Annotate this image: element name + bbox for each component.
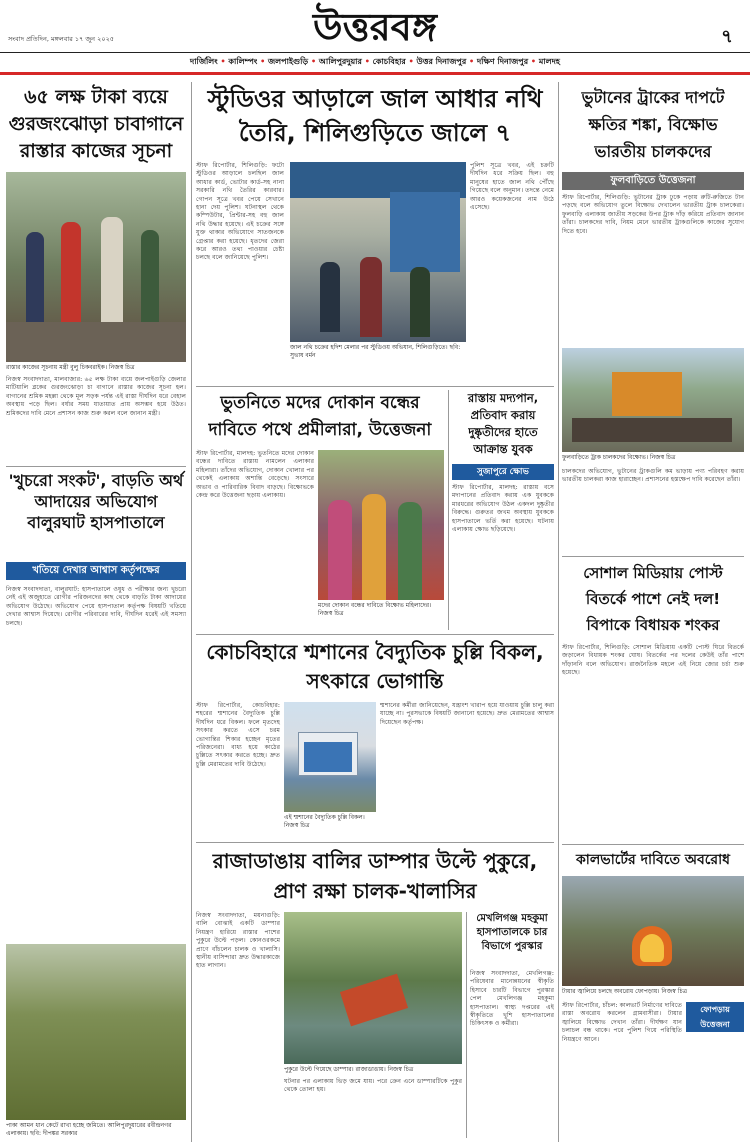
article-social-media-post: [562, 560, 744, 840]
photo-caption: পুকুরে উল্টে গিয়েছে ডাম্পার। রাজাডাঙায়। নিজস্ব চিত্র: [284, 1066, 414, 1073]
article-body: স্টাফ রিপোর্টার, চাঁচল: কালভার্ট নির্মাণের দাবিতে রাস্তা অবরোধ করলেন গ্রামবাসীরা। টায়ার জ্বালিয়ে বিক্ষোভ দেখান তাঁরা। দীর্ঘক্ষণ যান চলাচল বন্ধ থাকে। পরে পুলিশ গিয়ে পরিস্থিতি নিয়ন্ত্রণে আনে।: [562, 1002, 682, 1043]
section-title: উত্তরবঙ্গ: [312, 5, 438, 49]
article-body: স্টাফ রিপোর্টার, মালদহ: রাস্তায় বসে মদ্যপানের প্রতিবাদ করায় এক যুবককে মারধরের অভিযোগ উঠল একদল দুষ্কৃতীর বিরুদ্ধে। গুরুতর জখম অবস্থায় যুবককে হাসপাতালে ভর্তি করা হয়েছে। ঘটনায় এলাকায় ক্ষোভ ছড়িয়েছে।: [452, 484, 554, 534]
article-body: স্টাফ রিপোর্টার, কোচবিহার: শহরের শ্মশানের বৈদ্যুতিক চুল্লি দীর্ঘদিন ধরে বিকল। ফলে মৃতদেহ সৎকার করতে এসে চরম ভোগান্তির শিকার হচ্ছেন মৃতের পরিজনেরা। বাধ্য হয়ে কাঠের চুল্লিতে সৎকার করতে হচ্ছে। দ্রুত চুল্লি মেরামতের দাবি উঠেছে।: [196, 702, 280, 768]
district-item: আলিপুরদুয়ার: [318, 57, 362, 66]
article-headline: ভুতনিতে মদের দোকান বন্ধের দাবিতে পথে প্রমীলারা, উত্তেজনা: [208, 393, 432, 440]
article-body: স্টাফ রিপোর্টার, মালদহ: ভুতনিতে মদের দোকান বন্ধের দাবিতে রাস্তায় নামলেন এলাকার মহিলারা। তাঁদের অভিযোগ, দোকান খোলার পর থেকেই এলাকায় অশান্তি বেড়েছে। সংসারে অভাব ও পারিবারিক বিবাদ বাড়ছে। বিক্ষোভকে কেন্দ্র করে উত্তেজনা ছড়ায় এলাকায়।: [196, 450, 314, 500]
article-body: নিজস্ব সংবাদদাতা, বালুরঘাট: হাসপাতালে ওষুধ ও পরীক্ষার জন্য খুচরো নেই এই অজুহাতে রোগীর পরিজনদের কাছ থেকে বাড়তি টাকা আদায়ের অভিযোগ উঠেছে। অভিযোগ পেয়ে হাসপাতাল কর্তৃপক্ষ বিষয়টি খতিয়ে দেখার আশ্বাস দিয়েছে। রোগীর পরিবারের দাবি, দীর্ঘদিন ধরেই এই সমস্যা চলছে।: [6, 586, 186, 627]
masthead: [0, 0, 750, 78]
article-photo: [562, 876, 744, 986]
district-item: জলপাইগুড়ি: [268, 57, 309, 66]
photo-caption: মদের দোকান বন্ধের দাবিতে বিক্ষোভ মহিলাদের। নিজস্ব চিত্র: [318, 602, 432, 617]
article-headline: 'খুচরো সংকট', বাড়তি অর্থ আদায়ের অভিযোগ বালুরঘাট হাসপাতালে: [8, 471, 184, 532]
district-item: কালিম্পং: [228, 57, 258, 66]
article-bhutni-liquor: [196, 390, 444, 630]
article-gurjangjhora: [6, 82, 186, 462]
article-body-cont: পুলিশ সূত্রে খবর, এই চক্রটি দীর্ঘদিন ধরে সক্রিয় ছিল। বহু মানুষের হাতে জাল নথি পৌঁছে গিয়েছে বলে অনুমান। তদন্তে নেমে আরও কয়েকজনের নাম উঠে এসেছে।: [470, 162, 554, 212]
article-studio-fake-aadhaar: [196, 82, 554, 382]
district-item: মালদহ: [538, 57, 560, 66]
article-tag: সুজাপুরে ক্ষোভ: [452, 464, 554, 480]
article-photo: [290, 162, 466, 342]
article-photo: [6, 172, 186, 362]
article-coochbehar-crematorium: [196, 638, 554, 838]
date-line: সংবাদ প্রতিদিন, মঙ্গলবার ১৭ জুন ২০২৫: [8, 35, 115, 43]
article-body-cont: শ্মশানের কর্মীরা জানিয়েছেন, যন্ত্রাংশ খারাপ হয়ে যাওয়ায় চুল্লি চালু করা যাচ্ছে না। পুরসভাকে বিষয়টি জানানো হয়েছে। দ্রুত মেরামতের আশ্বাস দিয়েছেন কর্তৃপক্ষ।: [380, 702, 554, 726]
article-subhead: খতিয়ে দেখার আশ্বাস কর্তৃপক্ষের: [6, 562, 186, 580]
article-photo: [284, 702, 376, 812]
article-mekhliganj-hospital: [470, 912, 554, 1138]
district-strip: দার্জিলিং • কালিম্পং • জলপাইগুড়ি • আলিপুরদুয়ার • কোচবিহার • উত্তর দিনাজপুর • দক্ষিণ দিনাজপুর • মালদহ: [190, 57, 560, 66]
article-body: স্টাফ রিপোর্টার, শিলিগুড়ি: সোশাল মিডিয়ায় একটি পোস্ট ঘিরে বিতর্কে জড়ালেন বিধায়ক শংকর ঘোষ। বিতর্কের পর দলের কেউই তাঁর পাশে দাঁড়াননি বলে অভিযোগ। রাজনৈতিক মহলে এই নিয়ে জোর চর্চা শুরু হয়েছে।: [562, 644, 744, 677]
article-headline: রাস্তায় মদ্যপান, প্রতিবাদ করায় দুষ্কৃতীদের হাতে আক্রান্ত যুবক: [467, 391, 539, 456]
page-number: ৭: [721, 26, 733, 47]
district-item: দক্ষিণ দিনাজপুর: [476, 57, 529, 66]
article-tag: ফুলবাড়িতে উত্তেজনা: [562, 172, 744, 190]
article-headline: মেখলিগঞ্জ মহকুমা হাসপাতালকে চার বিভাগে পুরস্কার: [476, 913, 548, 952]
article-headline: ভুটানের ট্রাকের দাপটে ক্ষতির শঙ্কা, বিক্ষোভ ভারতীয় চালকদের: [581, 88, 725, 161]
photo-caption: রাস্তার কাজের সূচনায় মন্ত্রী বুলু চিকবরাইক। নিজস্ব চিত্র: [6, 364, 135, 371]
article-body: স্টাফ রিপোর্টার, শিলিগুড়ি: ফটো স্টুডিওর আড়ালে চলছিল জাল আধার কার্ড, ভোটার কার্ড-সহ নানা সরকারি নথি তৈরির কারবার। গোপন সূত্রে খবর পেয়ে সেখানে হানা দেয় পুলিশ। ঘটনাস্থল থেকে কম্পিউটার, প্রিন্টার-সহ বহু জাল নথি উদ্ধার হয়েছে। এই চক্রের সঙ্গে যুক্ত থাকার অভিযোগে সাতজনকে গ্রেপ্তার করা হয়েছে। ধৃতদের জেরা করে আরও তথ্য পাওয়ার চেষ্টা চলছে বলে জানিয়েছে পুলিশ।: [196, 162, 284, 262]
article-body: নিজস্ব সংবাদদাতা, মালবাজার: ৬৫ লক্ষ টাকা ব্যয়ে জলপাইগুড়ি জেলার মাটিয়ালি ব্লকের গুরজংঝোড়া চা বাগানে রাস্তার কাজের সূচনা হল। বাগানের শ্রমিক মহল্লা থেকে মূল সড়ক পর্যন্ত এই রাস্তা দীর্ঘদিন ধরে বেহাল অবস্থায় পড়ে ছিল। বর্ষার সময় যাতায়াত প্রায় অসম্ভব হয়ে উঠত। শ্রমিকদের দাবি মেনে প্রশাসন কাজ শুরু করল বলে জানান মন্ত্রী।: [6, 376, 186, 417]
photo-caption: ফুলবাড়িতে ট্রাক চালকদের বিক্ষোভ। নিজস্ব চিত্র: [562, 454, 676, 461]
photo-feature-paddy: [6, 944, 186, 1144]
article-body: নিজস্ব সংবাদদাতা, ময়নাগুড়ি: বালি বোঝাই একটি ডাম্পার নিয়ন্ত্রণ হারিয়ে রাস্তার পাশের পুকুরে উল্টে পড়ল। কোনওরকমে প্রাণে বাঁচলেন চালক ও খালাসি। স্থানীয় বাসিন্দারা দ্রুত উদ্ধারকাজে হাত লাগান।: [196, 912, 280, 970]
article-tag: ফোপড়ায় উত্তেজনা: [686, 1002, 744, 1032]
article-headline: রাজাডাঙায় বালির ডাম্পার উল্টে পুকুরে, প্রাণ রক্ষা চালক-খালাসির: [212, 849, 538, 903]
article-culvert-blockade: [562, 848, 744, 1142]
article-headline: সোশাল মিডিয়ায় পোস্ট বিতর্কে পাশে নেই দল! বিপাকে বিধায়ক শংকর: [583, 564, 723, 634]
article-headline: কালভার্টের দাবিতে অবরোধ: [576, 852, 730, 868]
article-photo: [284, 912, 462, 1064]
article-balurghat: [6, 470, 186, 940]
photo-caption: এই শ্মশানের বৈদ্যুতিক চুল্লি বিকল। নিজস্ব চিত্র: [284, 814, 365, 829]
article-body: স্টাফ রিপোর্টার, শিলিগুড়ি: ভুটানের ট্রাক ঢুকে পড়ায় রুটি-রুজিতে টান পড়ছে বলে অভিযোগ তুলে বিক্ষোভ দেখালেন ভারতীয় ট্রাক চালকেরা। ফুলবাড়ি এলাকায় জাতীয় সড়কের উপর ট্রাক দাঁড় করিয়ে প্রতিবাদ জানান তাঁরা। চালকদের দাবি, নিয়ম মেনে ভারতীয় ট্রাকগুলিকে কাজের সুযোগ দিতে হবে।: [562, 194, 744, 235]
district-item: উত্তর দিনাজপুর: [416, 57, 467, 66]
district-item: কোচবিহার: [372, 57, 406, 66]
photo-caption: জাল নথি চক্রের হদিশ মেলার পর স্টুডিওয় অভিযান, শিলিগুড়িতে। ছবি: সুভাষ বর্মন: [290, 344, 461, 359]
article-body: নিজস্ব সংবাদদাতা, মেখলিগঞ্জ: পরিষেবার মানোন্নয়নের স্বীকৃতি হিসাবে চারটি বিভাগে পুরস্কার পেল মেখলিগঞ্জ মহকুমা হাসপাতাল। স্বাস্থ্য দপ্তরের এই স্বীকৃতিতে খুশি হাসপাতালের চিকিৎসক ও কর্মীরা।: [470, 970, 554, 1028]
article-sujapur-assault: [452, 390, 554, 630]
photo-caption: টায়ার জ্বালিয়ে চলছে অবরোধ ফোপড়ায়। নিজস্ব চিত্র: [562, 988, 687, 995]
article-rajadanga-dumper: [196, 846, 554, 1142]
article-photo: [318, 450, 444, 600]
article-headline: স্টুডিওর আড়ালে জাল আধার নথি তৈরি, শিলিগুড়িতে জালে ৭: [207, 85, 543, 147]
article-body-cont: ঘটনার পর এলাকায় ভিড় জমে যায়। পরে ক্রেন এনে ডাম্পারটিকে পুকুর থেকে তোলা হয়।: [284, 1078, 462, 1094]
article-bhutan-trucks: [562, 82, 744, 552]
photo-caption: পাকা আমন ধান কেটে রাখা হচ্ছে জমিতে। আলিপুরদুয়ারের রবীন্দ্রনগর এলাকায়। ছবি: দীপঙ্কর সরকার: [6, 1122, 172, 1137]
article-photo: [6, 944, 186, 1120]
article-headline: কোচবিহারে শ্মশানের বৈদ্যুতিক চুল্লি বিকল, সৎকারে ভোগান্তি: [206, 640, 544, 693]
article-body-cont: চালকদের অভিযোগ, ভুটানের ট্রাকগুলি কম ভাড়ায় পণ্য পরিবহণ করায় ভারতীয় চালকরা কাজ হারাচ্ছেন। প্রশাসনের হস্তক্ষেপ দাবি করেছেন তাঁরা।: [562, 468, 744, 484]
district-item: দার্জিলিং: [190, 57, 218, 66]
article-headline: ৬৫ লক্ষ টাকা ব্যয়ে গুরজংঝোড়া চাবাগানে রাস্তার কাজের সূচনা: [8, 86, 184, 162]
article-photo: [562, 348, 744, 452]
